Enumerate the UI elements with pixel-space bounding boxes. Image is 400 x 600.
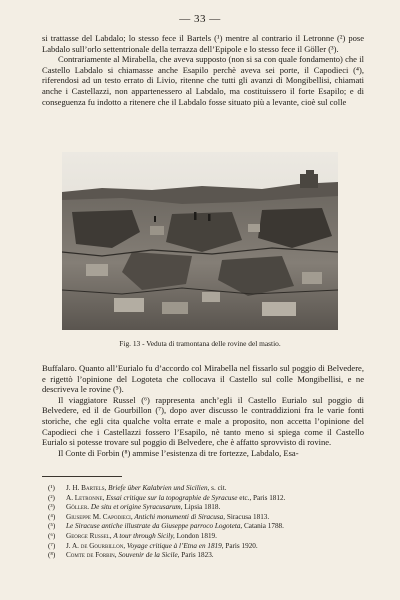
footnote-author: J. H. Bartels,: [66, 484, 107, 492]
footnote-number: (⁵): [48, 522, 56, 531]
ruins-photo: [62, 152, 338, 330]
footnote-rest: etc., Paris 1812.: [237, 493, 286, 502]
footnote-number: (⁸): [48, 551, 56, 560]
footnote-title: Souvenir de la Sicile,: [118, 551, 180, 560]
footnote-rest: Paris 1823.: [179, 551, 214, 560]
footnote-title: Briefe über Kalabrien und Sicilien,: [108, 484, 210, 492]
footnote-title: Antichi monumenti di Siracusa,: [134, 512, 226, 521]
footnote-number: (⁷): [48, 541, 56, 550]
footnote-author: A. Letronne,: [66, 493, 105, 502]
paragraph: Il viaggiatore Russel (⁶) rappresenta anch’egli il Castello Eurialo sul poggio di Belvedere, ed il de Gourbillon (⁷), dopo aver discusso le contraddizioni fra le varie fonti storiche, che egli cita qualche volta errate e male a proposito, non accetta l’opinione del Capodieci che i Castellazzi fossero l’Esapilo, nè tanto meno si spiega come il Castello Eurialo si potesse trovare sul poggio di Belvedere, che è affatto sprovvisto di rovine.: [42, 394, 364, 448]
footnote-author: George Russel,: [66, 531, 112, 540]
footnote-title: Le Siracuse antiche illustrate da Giuseppe parroco Logoteta,: [66, 522, 243, 531]
footnote-author: Göller.: [66, 503, 90, 512]
paragraph: Il Conte di Forbin (⁸) ammise l’esistenza di tre fortezze, Labdalo, Esa-: [58, 447, 299, 458]
footnote-rest: Paris 1920.: [223, 541, 258, 550]
footnote-author: Comte de Forbin,: [66, 551, 117, 560]
footnote-rest: Siracusa 1813.: [225, 512, 270, 521]
footnote-title: Voyage critique à l’Etna en 1819,: [126, 541, 224, 550]
figure-caption: Fig. 13 - Veduta di tramontana delle rovine del mastio.: [119, 339, 281, 348]
paragraph: Contrariamente al Mirabella, che aveva supposto (non si sa con quale fondamento) che il Castello Labdalo si chiamasse anche Esapilo perchè aveva sei porte, il Capodieci (⁴), riferendosi ad un testo errato di Livio, ritenne che tutti gli avanzi di Mongibellisi, chiamati anche i Castellazzi, non appartenessero al Labdalo, ma costituissero il forte Esapilo; e di conseguenza fu indotto a ritenere che il Labdalo fosse situato più a levante, cioè sul colle: [42, 54, 364, 107]
footnote-rest: s. cit.: [209, 484, 227, 492]
footnote: [42, 551, 364, 561]
footnote: [42, 484, 364, 494]
footnote-title: De situ et origine Syracusarum,: [90, 503, 183, 512]
page-number: — 33 —: [179, 13, 221, 25]
footnote-rule: [42, 476, 122, 477]
footnote-rest: Lipsia 1818.: [182, 503, 221, 512]
footnote-number: (⁶): [48, 531, 56, 540]
footnote-title: A tour through Sicily,: [113, 531, 175, 540]
footnote: [42, 522, 364, 532]
footnotes: [42, 484, 364, 561]
figure-photo: [62, 152, 338, 330]
footnote: [42, 494, 364, 504]
footnote: [42, 503, 364, 513]
footnote-number: (²): [48, 493, 55, 502]
footnote-number: (³): [48, 503, 55, 512]
footnote-rest: London 1819.: [174, 531, 217, 540]
footnote: [42, 532, 364, 542]
footnote-author: Giuseppe M. Capodieci,: [66, 512, 133, 521]
footnote-title: Essai critique sur la topographie de Syracuse: [106, 493, 238, 502]
footnote-number: (¹): [48, 484, 55, 492]
paragraph: Buffalaro. Quanto all’Eurialo fu d’accordo col Mirabella nel fissarlo sul poggio di Belvedere, e rigettò l’opinione del Logoteta che collocava il Castello sul colle Mongibellisi, e ne descriveva le rovine (⁵).: [42, 363, 364, 395]
footnote: [42, 513, 364, 523]
bottom-text-block: [42, 363, 364, 458]
paragraph: si trattasse del Labdalo; lo stesso fece il Bartels (¹) mentre al contrario il Letronne (²) pose Labdalo sull’orlo settentrionale della terrazza dell’Epipole e lo stesso fece il Göller (³).: [42, 33, 364, 54]
top-text-block: [42, 33, 364, 107]
footnote-number: (⁴): [48, 512, 56, 521]
footnote-author: J. A. de Gourbillon,: [66, 541, 126, 550]
footnote-rest: Catania 1788.: [242, 522, 284, 531]
footnote: [42, 542, 364, 552]
